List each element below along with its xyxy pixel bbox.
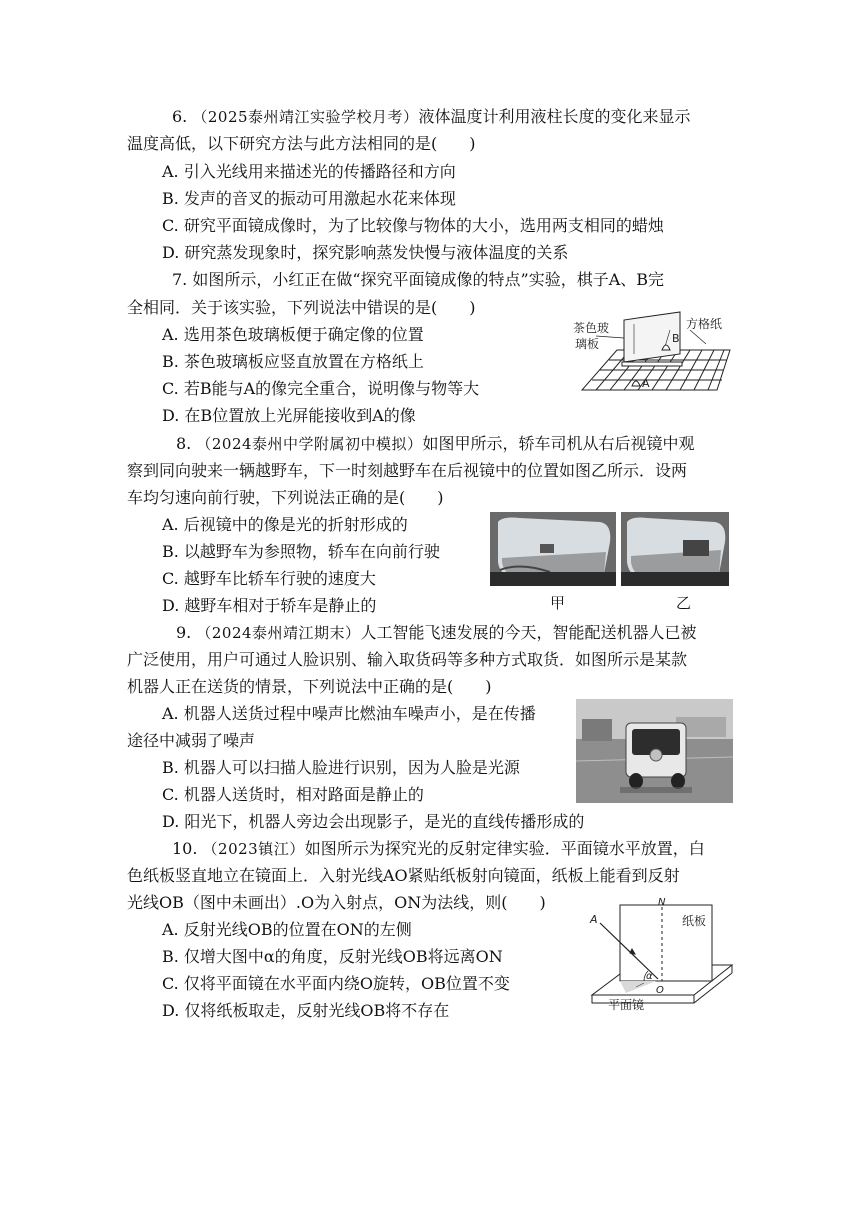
question-stem: 全相同．关于该实验，下列说法中错误的是( ) <box>127 298 476 317</box>
rearview-mirror-photo-yi <box>621 512 729 586</box>
question-stem: 光线OB（图中未画出）.O为入射点，ON为法线，则( ) <box>127 893 546 912</box>
option-a: A. 机器人送货过程中噪声比燃油车噪声小，是在传播 <box>162 704 536 723</box>
option-b: B. 仅增大图中α的角度，反射光线OB将远离ON <box>162 947 503 966</box>
option-b: B. 机器人可以扫描人脸进行识别，因为人脸是光源 <box>162 758 520 777</box>
mirror-experiment-figure <box>572 308 732 396</box>
rearview-mirror-photo-jia <box>490 512 616 586</box>
option-d: D. 在B位置放上光屏能接收到A的像 <box>162 406 416 425</box>
question-stem: 如图所示，小红正在做“探究平面镜成像的特点”实验，棋子A、B完 <box>192 270 665 289</box>
option-a: A. 反射光线OB的位置在ON的左侧 <box>162 920 412 939</box>
figure-caption-jia: 甲 <box>550 594 566 612</box>
option-d: D. 阳光下，机器人旁边会出现影子，是光的直线传播形成的 <box>162 812 585 831</box>
point-o-label: O <box>656 985 664 996</box>
glass-label: 璃板 <box>575 337 600 351</box>
question-stem: 液体温度计利用液柱长度的变化来显示 <box>418 107 691 126</box>
question-stem: 广泛使用，用户可通过人脸识别、输入取货码等多种方式取货．如图所示是某款 <box>127 650 688 669</box>
option-c: C. 若B能与A的像完全重合，说明像与物等大 <box>162 379 480 398</box>
question-number: 6. <box>172 107 188 126</box>
option-b: B. 发声的音叉的振动可用激起水花来体现 <box>162 189 456 208</box>
question-number: 7. <box>172 270 188 289</box>
figure-caption-yi: 乙 <box>676 594 692 612</box>
question-stem: 如图所示为探究光的反射定律实验．平面镜水平放置，白 <box>304 839 705 858</box>
delivery-robot-photo <box>576 699 733 803</box>
option-d: D. 越野车相对于轿车是静止的 <box>162 596 377 615</box>
option-b: B. 茶色玻璃板应竖直放置在方格纸上 <box>162 352 424 371</box>
question-number: 9. <box>176 623 192 642</box>
question-stem: 察到同向驶来一辆越野车，下一时刻越野车在后视镜中的位置如图乙所示．设两 <box>127 461 688 480</box>
question-source: （2024泰州中学附属初中模拟） <box>196 435 423 453</box>
option-b: B. 以越野车为参照物，轿车在向前行驶 <box>162 542 440 561</box>
question-stem: 车均匀速向前行驶，下列说法正确的是( ) <box>127 488 444 507</box>
grid-paper-label: 方格纸 <box>686 317 723 331</box>
option-d: D. 仅将纸板取走，反射光线OB将不存在 <box>162 1001 450 1020</box>
piece-a-label: A <box>642 377 650 390</box>
point-a-label: A <box>590 913 598 926</box>
question-stem: 温度高低，以下研究方法与此方法相同的是( ) <box>127 134 476 153</box>
option-c: C. 越野车比轿车行驶的速度大 <box>162 569 376 588</box>
question-source: （2024泰州靖江期末） <box>196 624 361 642</box>
reflection-experiment-figure <box>586 897 736 1015</box>
question-source: （2023镇江） <box>202 840 305 858</box>
plane-mirror-label: 平面镜 <box>608 998 645 1012</box>
question-number: 8. <box>176 434 192 453</box>
option-a: A. 引入光线用来描述光的传播路径和方向 <box>162 162 456 181</box>
option-a: A. 选用茶色玻璃板便于确定像的位置 <box>162 325 424 344</box>
option-a: A. 后视镜中的像是光的折射形成的 <box>162 515 408 534</box>
question-stem: 如图甲所示，轿车司机从右后视镜中观 <box>422 434 695 453</box>
question-number: 10. <box>172 839 198 858</box>
piece-b-label: B <box>672 332 680 345</box>
option-d: D. 研究蒸发现象时，探究影响蒸发快慢与液体温度的关系 <box>162 243 569 262</box>
paper-board-label: 纸板 <box>682 914 707 928</box>
angle-alpha-label: α <box>646 971 653 982</box>
point-n-label: N <box>658 897 666 908</box>
glass-label: 茶色玻 <box>573 321 610 335</box>
question-stem: 人工智能飞速发展的今天，智能配送机器人已被 <box>360 623 697 642</box>
option-c: C. 仅将平面镜在水平面内绕O旋转，OB位置不变 <box>162 974 510 993</box>
option-c: C. 研究平面镜成像时，为了比较像与物体的大小，选用两支相同的蜡烛 <box>162 216 664 235</box>
option-c: C. 机器人送货时，相对路面是静止的 <box>162 785 424 804</box>
question-stem: 色纸板竖直地立在镜面上．入射光线AO紧贴纸板射向镜面，纸板上能看到反射 <box>127 866 680 885</box>
question-source: （2025泰州靖江实验学校月考） <box>192 108 419 126</box>
option-a-continued: 途径中减弱了噪声 <box>127 731 256 750</box>
question-stem: 机器人正在送货的情景，下列说法中正确的是( ) <box>127 677 492 696</box>
